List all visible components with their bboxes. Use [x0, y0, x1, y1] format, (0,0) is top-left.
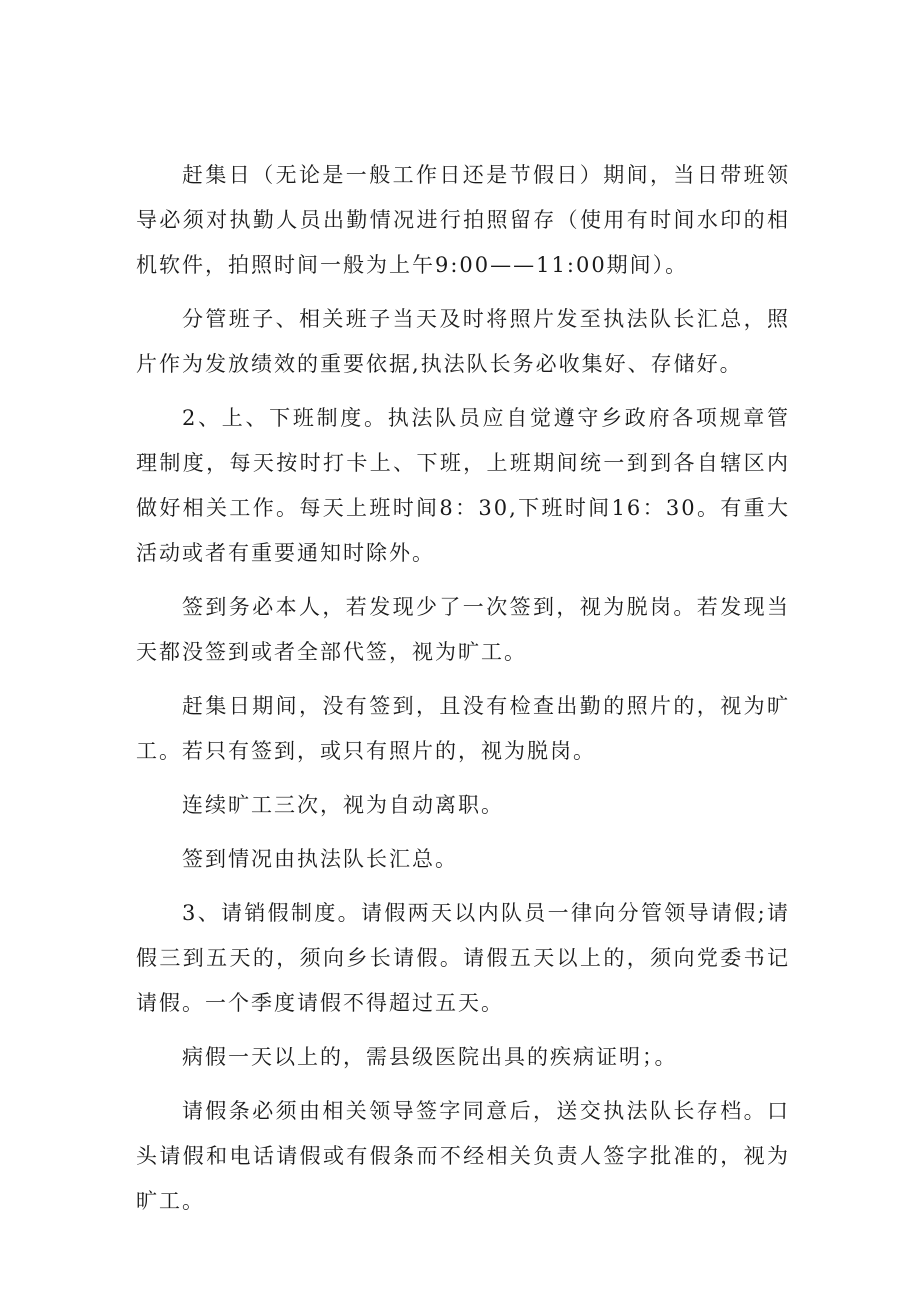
paragraph: 3、请销假制度。请假两天以内队员一律向分管领导请假;请假三到五天的，须向乡长请假。请假五天以上的，须向党委书记请假。一个季度请假不得超过五天。: [136, 901, 790, 1015]
paragraph: 连续旷工三次，视为自动离职。: [182, 793, 504, 817]
paragraph: 签到情况由执法队长汇总。: [182, 847, 458, 871]
document-body: [136, 153, 790, 1233]
paragraph: 赶集日期间，没有签到，且没有检查出勤的照片的，视为旷工。若只有签到，或只有照片的，视为脱岗。: [136, 694, 790, 763]
paragraph: 分管班子、相关班子当天及时将照片发至执法队长汇总，照片作为发放绩效的重要依据,执法队长务必收集好、存储好。: [136, 307, 790, 376]
paragraph: 赶集日（无论是一般工作日还是节假日）期间，当日带班领导必须对执勤人员出勤情况进行拍照留存（使用有时间水印的相机软件，拍照时间一般为上午9:00——11:00期间）。: [136, 163, 790, 277]
paragraph: 请假条必须由相关领导签字同意后，送交执法队长存档。口头请假和电话请假或有假条而不经相关负责人签字批准的，视为旷工。: [136, 1099, 790, 1213]
paragraph: 2、上、下班制度。执法队员应自觉遵守乡政府各项规章管理制度，每天按时打卡上、下班，上班期间统一到到各自辖区内做好相关工作。每天上班时间8：30,下班时间16：30。有重大活动或者有重要通知时除外。: [136, 406, 790, 565]
paragraph: 病假一天以上的，需县级医院出具的疾病证明；。: [182, 1045, 678, 1069]
paragraph: 签到务必本人，若发现少了一次签到，视为脱岗。若发现当天都没签到或者全部代签，视为旷工。: [136, 595, 790, 664]
